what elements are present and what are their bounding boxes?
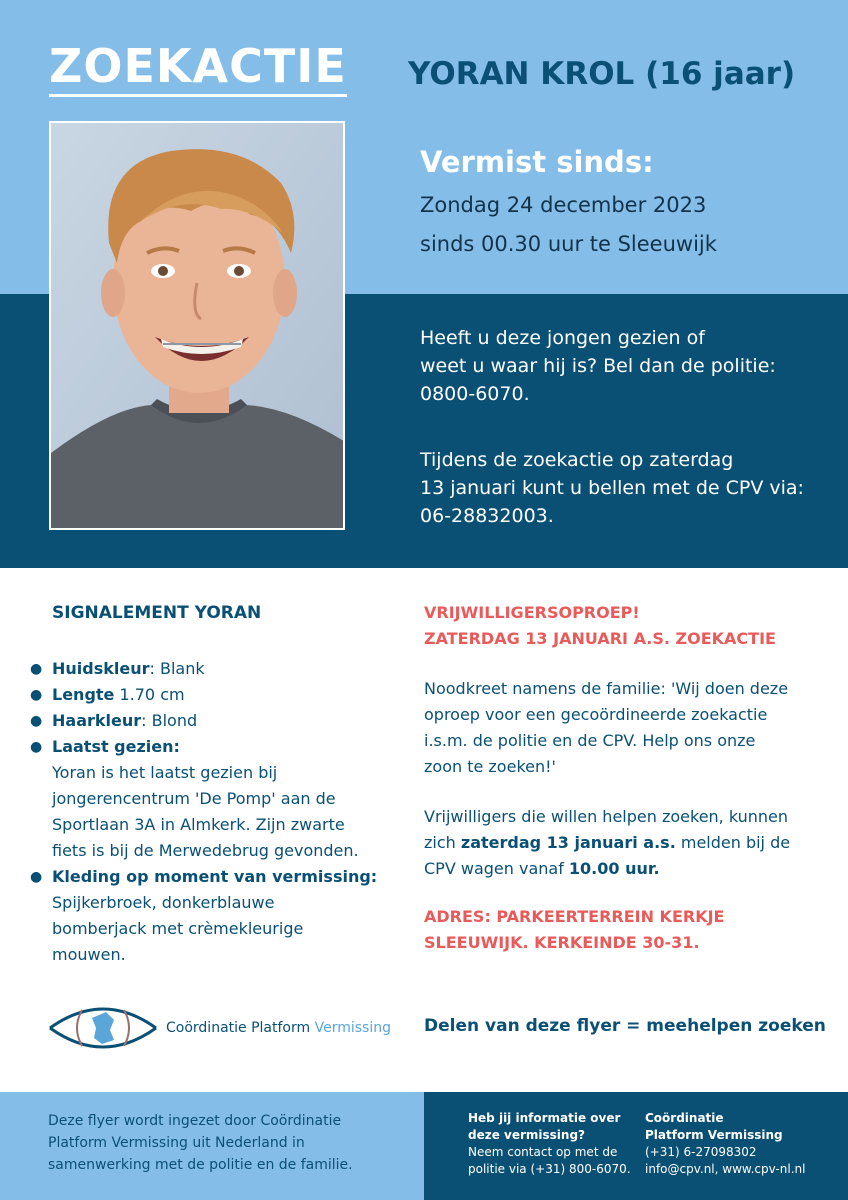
text-fragment: melden bij de bbox=[675, 833, 791, 852]
footer-info-column bbox=[468, 1110, 631, 1178]
zoekactie-badge: ZOEKACTIE bbox=[49, 38, 347, 97]
signalement-title: SIGNALEMENT YORAN bbox=[52, 603, 262, 623]
list-item bbox=[30, 708, 402, 734]
clothing-line: bomberjack met crèmekleurige bbox=[52, 919, 304, 938]
text-line: Platform Vermissing uit Nederland in bbox=[48, 1135, 305, 1151]
skin-value: : Blank bbox=[149, 659, 205, 678]
missing-person-photo bbox=[49, 121, 345, 530]
list-item bbox=[30, 682, 402, 708]
text-line bbox=[424, 830, 790, 856]
text-line: Platform Vermissing bbox=[645, 1128, 783, 1142]
bullet-icon: ● bbox=[30, 687, 43, 703]
last-seen-line: fiets is bij de Merwedebrug gevonden. bbox=[52, 841, 359, 860]
cpv-contact-text bbox=[420, 446, 804, 530]
logo-text-accent: Vermissing bbox=[314, 1020, 391, 1036]
bullet-icon: ● bbox=[30, 739, 43, 755]
cpv-email-web: info@cpv.nl, www.cpv-nl.nl bbox=[645, 1162, 806, 1176]
cpv-logo bbox=[48, 996, 158, 1060]
length-value: 1.70 cm bbox=[114, 685, 185, 704]
bullet-icon: ● bbox=[30, 713, 43, 729]
bullet-icon: ● bbox=[30, 661, 43, 677]
portrait-illustration bbox=[51, 123, 345, 530]
last-seen-label: Laatst gezien: bbox=[52, 737, 180, 756]
text-fragment: CPV wagen vanaf bbox=[424, 859, 569, 878]
skin-label: Huidskleur bbox=[52, 659, 150, 678]
eye-map-logo-icon bbox=[48, 996, 158, 1060]
cpv-logo-text bbox=[166, 1020, 391, 1036]
text-line: 06-28832003. bbox=[420, 505, 554, 527]
signalement-list bbox=[30, 656, 402, 968]
missing-since-label: Vermist sinds: bbox=[420, 145, 654, 179]
volunteer-heading: VRIJWILLIGERSOPROEP! bbox=[424, 603, 640, 622]
text-line: Deze flyer wordt ingezet door Coördinatie bbox=[48, 1113, 342, 1129]
address-line-2: SLEEUWIJK. KERKEINDE 30-31. bbox=[424, 933, 700, 952]
last-seen-line: jongerencentrum 'De Pomp' aan de bbox=[52, 789, 336, 808]
last-seen-line: Sportlaan 3A in Almkerk. Zijn zwarte bbox=[52, 815, 345, 834]
missing-time-place: sinds 00.30 uur te Sleeuwijk bbox=[420, 232, 717, 256]
search-date: zaterdag 13 januari a.s. bbox=[460, 833, 676, 852]
start-time: 10.00 uur. bbox=[568, 859, 660, 878]
address-line-1: ADRES: PARKEERTERREIN KERKJE bbox=[424, 907, 725, 926]
hair-value: : Blond bbox=[141, 711, 198, 730]
footer-disclaimer bbox=[48, 1110, 353, 1176]
text-line: Heeft u deze jongen gezien of bbox=[420, 327, 705, 349]
clothing-line: mouwen. bbox=[52, 945, 126, 964]
text-fragment: zich bbox=[424, 833, 461, 852]
text-line: Neem contact op met de bbox=[468, 1145, 618, 1159]
share-callout: Delen van deze flyer = meehelpen zoeken bbox=[424, 1016, 826, 1036]
length-label: Lengte bbox=[52, 685, 115, 704]
text-line: politie via (+31) 800-6070. bbox=[468, 1162, 631, 1176]
volunteer-registration bbox=[424, 804, 790, 882]
footer-cpv-column bbox=[645, 1110, 805, 1178]
text-line: deze vermissing? bbox=[468, 1128, 586, 1142]
last-seen-line: Yoran is het laatst gezien bij bbox=[52, 763, 278, 782]
bullet-icon: ● bbox=[30, 869, 43, 885]
text-line: Vrijwilligers die willen helpen zoeken, kunnen bbox=[424, 807, 789, 826]
search-date-heading: ZATERDAG 13 JANUARI A.S. ZOEKACTIE bbox=[424, 629, 776, 648]
text-line: 0800-6070. bbox=[420, 383, 530, 405]
text-line: samenwerking met de politie en de familie. bbox=[48, 1157, 353, 1173]
clothing-line: Spijkerbroek, donkerblauwe bbox=[52, 893, 275, 912]
text-line: i.s.m. de politie en de CPV. Help ons onze bbox=[424, 731, 756, 750]
family-plea bbox=[424, 676, 788, 780]
missing-date: Zondag 24 december 2023 bbox=[420, 193, 707, 217]
text-line: zoon te zoeken!' bbox=[424, 757, 556, 776]
text-line: oproep voor een gecoördineerde zoekactie bbox=[424, 705, 768, 724]
missing-person-name: YORAN KROL (16 jaar) bbox=[408, 56, 796, 92]
text-line: 13 januari kunt u bellen met de CPV via: bbox=[420, 477, 804, 499]
text-line: Noodkreet namens de familie: 'Wij doen deze bbox=[424, 679, 789, 698]
hair-label: Haarkleur bbox=[52, 711, 142, 730]
clothing-label: Kleding op moment van vermissing: bbox=[52, 867, 378, 886]
list-item bbox=[30, 734, 402, 864]
text-line: weet u waar hij is? Bel dan de politie: bbox=[420, 355, 776, 377]
list-item bbox=[30, 656, 402, 682]
text-line: Tijdens de zoekactie op zaterdag bbox=[420, 449, 734, 471]
text-line: Coördinatie bbox=[645, 1111, 724, 1125]
cpv-phone: (+31) 6-27098302 bbox=[645, 1145, 757, 1159]
logo-text-primary: Coördinatie Platform bbox=[166, 1020, 315, 1036]
list-item bbox=[30, 864, 402, 968]
text-line: Heb jij informatie over bbox=[468, 1111, 621, 1125]
text-line bbox=[424, 856, 790, 882]
police-contact-text bbox=[420, 324, 776, 408]
